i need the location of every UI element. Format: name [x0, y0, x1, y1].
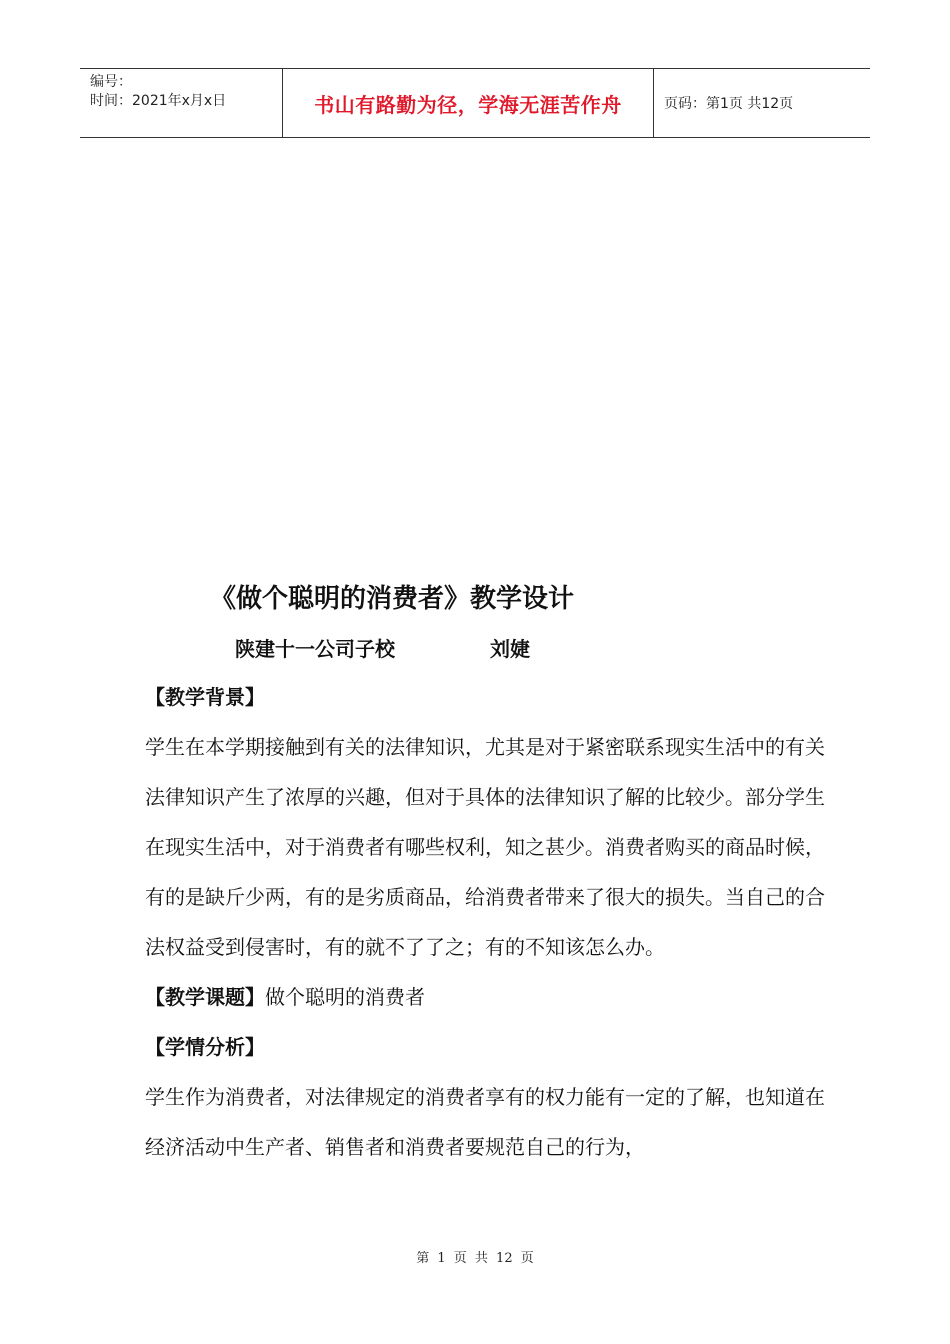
section-heading-analysis: 【学情分析】	[145, 1035, 265, 1059]
time-label: 时间：2021年x月x日	[90, 93, 227, 109]
document-title: 《做个聪明的消费者》教学设计	[210, 584, 575, 614]
section-text-topic: 做个聪明的消费者	[265, 985, 425, 1009]
section-heading-background: 【教学背景】	[145, 685, 265, 709]
section-text-analysis: 学生作为消费者，对法律规定的消费者享有的权力能有一定的了解，也知道在经济活动中生产者、销售者和消费者要规范自己的行为，	[145, 1085, 825, 1159]
page-header	[80, 68, 870, 138]
section-heading-topic: 【教学课题】	[145, 985, 265, 1009]
author-name: 刘婕	[490, 637, 530, 661]
section-text-background: 学生在本学期接触到有关的法律知识，尤其是对于紧密联系现实生活中的有关法律知识产生了浓厚的兴趣，但对于具体的法律知识了解的比较少。部分学生在现实生活中，对于消费者有哪些权利，知之甚少。消费者购买的商品时候，有的是缺斤少两，有的是劣质商品，给消费者带来了很大的损失。当自己的合法权益受到侵害时，有的就不了了之；有的不知该怎么办。	[145, 735, 825, 959]
header-page-info: 页码：第1页 共12页	[664, 96, 794, 112]
document-body	[145, 672, 825, 1172]
header-meta	[80, 69, 282, 137]
author-school: 陕建十一公司子校	[235, 637, 395, 661]
number-label: 编号：	[90, 74, 132, 90]
section-topic	[145, 972, 825, 1022]
page-footer: 第 1 页 共 12 页	[416, 1251, 534, 1266]
header-motto: 书山有路勤为径，学海无涯苦作舟	[282, 69, 654, 137]
